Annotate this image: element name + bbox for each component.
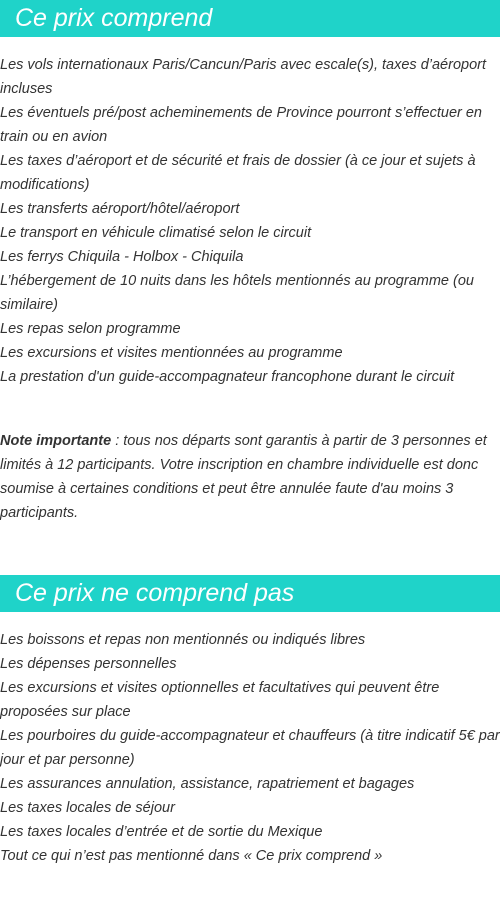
list-item: Les assurances annulation, assistance, rapatriement et bagages [0, 776, 415, 792]
important-note [0, 429, 490, 525]
list-item: La prestation d'un guide-accompagnateur francophone durant le circuit [0, 369, 455, 385]
section-title: Ce prix ne comprend pas [15, 579, 295, 607]
list-item: Tout ce qui n’est pas mentionné dans « Ce prix comprend » [0, 848, 383, 864]
list-item: Les boissons et repas non mentionnés ou indiqués libres [0, 632, 366, 648]
list-item: Les éventuels pré/post acheminements de Province pourront s’effectuer en train ou en avion [0, 105, 482, 145]
list-item: Les repas selon programme [0, 321, 181, 337]
section-header-includes [0, 0, 500, 37]
list-item: Les excursions et visites mentionnées au programme [0, 345, 343, 361]
list-item: L’hébergement de 10 nuits dans les hôtels mentionnés au programme (ou similaire) [0, 273, 474, 313]
list-item: Les excursions et visites optionnelles et facultatives qui peuvent être proposées sur place [0, 680, 440, 720]
note-text: : tous nos départs sont garantis à partir de 3 personnes et limités à 12 participants. Votre inscription en chambre individuelle est donc soumise à certaines conditions et peut être annulée faute d'au moins 3 participants. [0, 433, 487, 521]
list-item: Les transferts aéroport/hôtel/aéroport [0, 201, 240, 217]
section-header-excludes [0, 575, 500, 612]
section-title: Ce prix comprend [15, 4, 213, 32]
list-item: Les ferrys Chiquila - Holbox - Chiquila [0, 249, 244, 265]
list-item: Les taxes locales de séjour [0, 800, 175, 816]
list-item: Le transport en véhicule climatisé selon le circuit [0, 225, 312, 241]
list-item: Les taxes locales d’entrée et de sortie du Mexique [0, 824, 323, 840]
note-label: Note importante [0, 433, 112, 449]
excludes-list [0, 628, 500, 868]
list-item: Les pourboires du guide-accompagnateur et chauffeurs (à titre indicatif 5€ par jour et par personne) [0, 728, 500, 768]
list-item: Les vols internationaux Paris/Cancun/Paris avec escale(s), taxes d’aéroport incluses [0, 57, 486, 97]
includes-list [0, 53, 500, 389]
list-item: Les taxes d’aéroport et de sécurité et frais de dossier (à ce jour et sujets à modifications) [0, 153, 476, 193]
list-item: Les dépenses personnelles [0, 656, 177, 672]
